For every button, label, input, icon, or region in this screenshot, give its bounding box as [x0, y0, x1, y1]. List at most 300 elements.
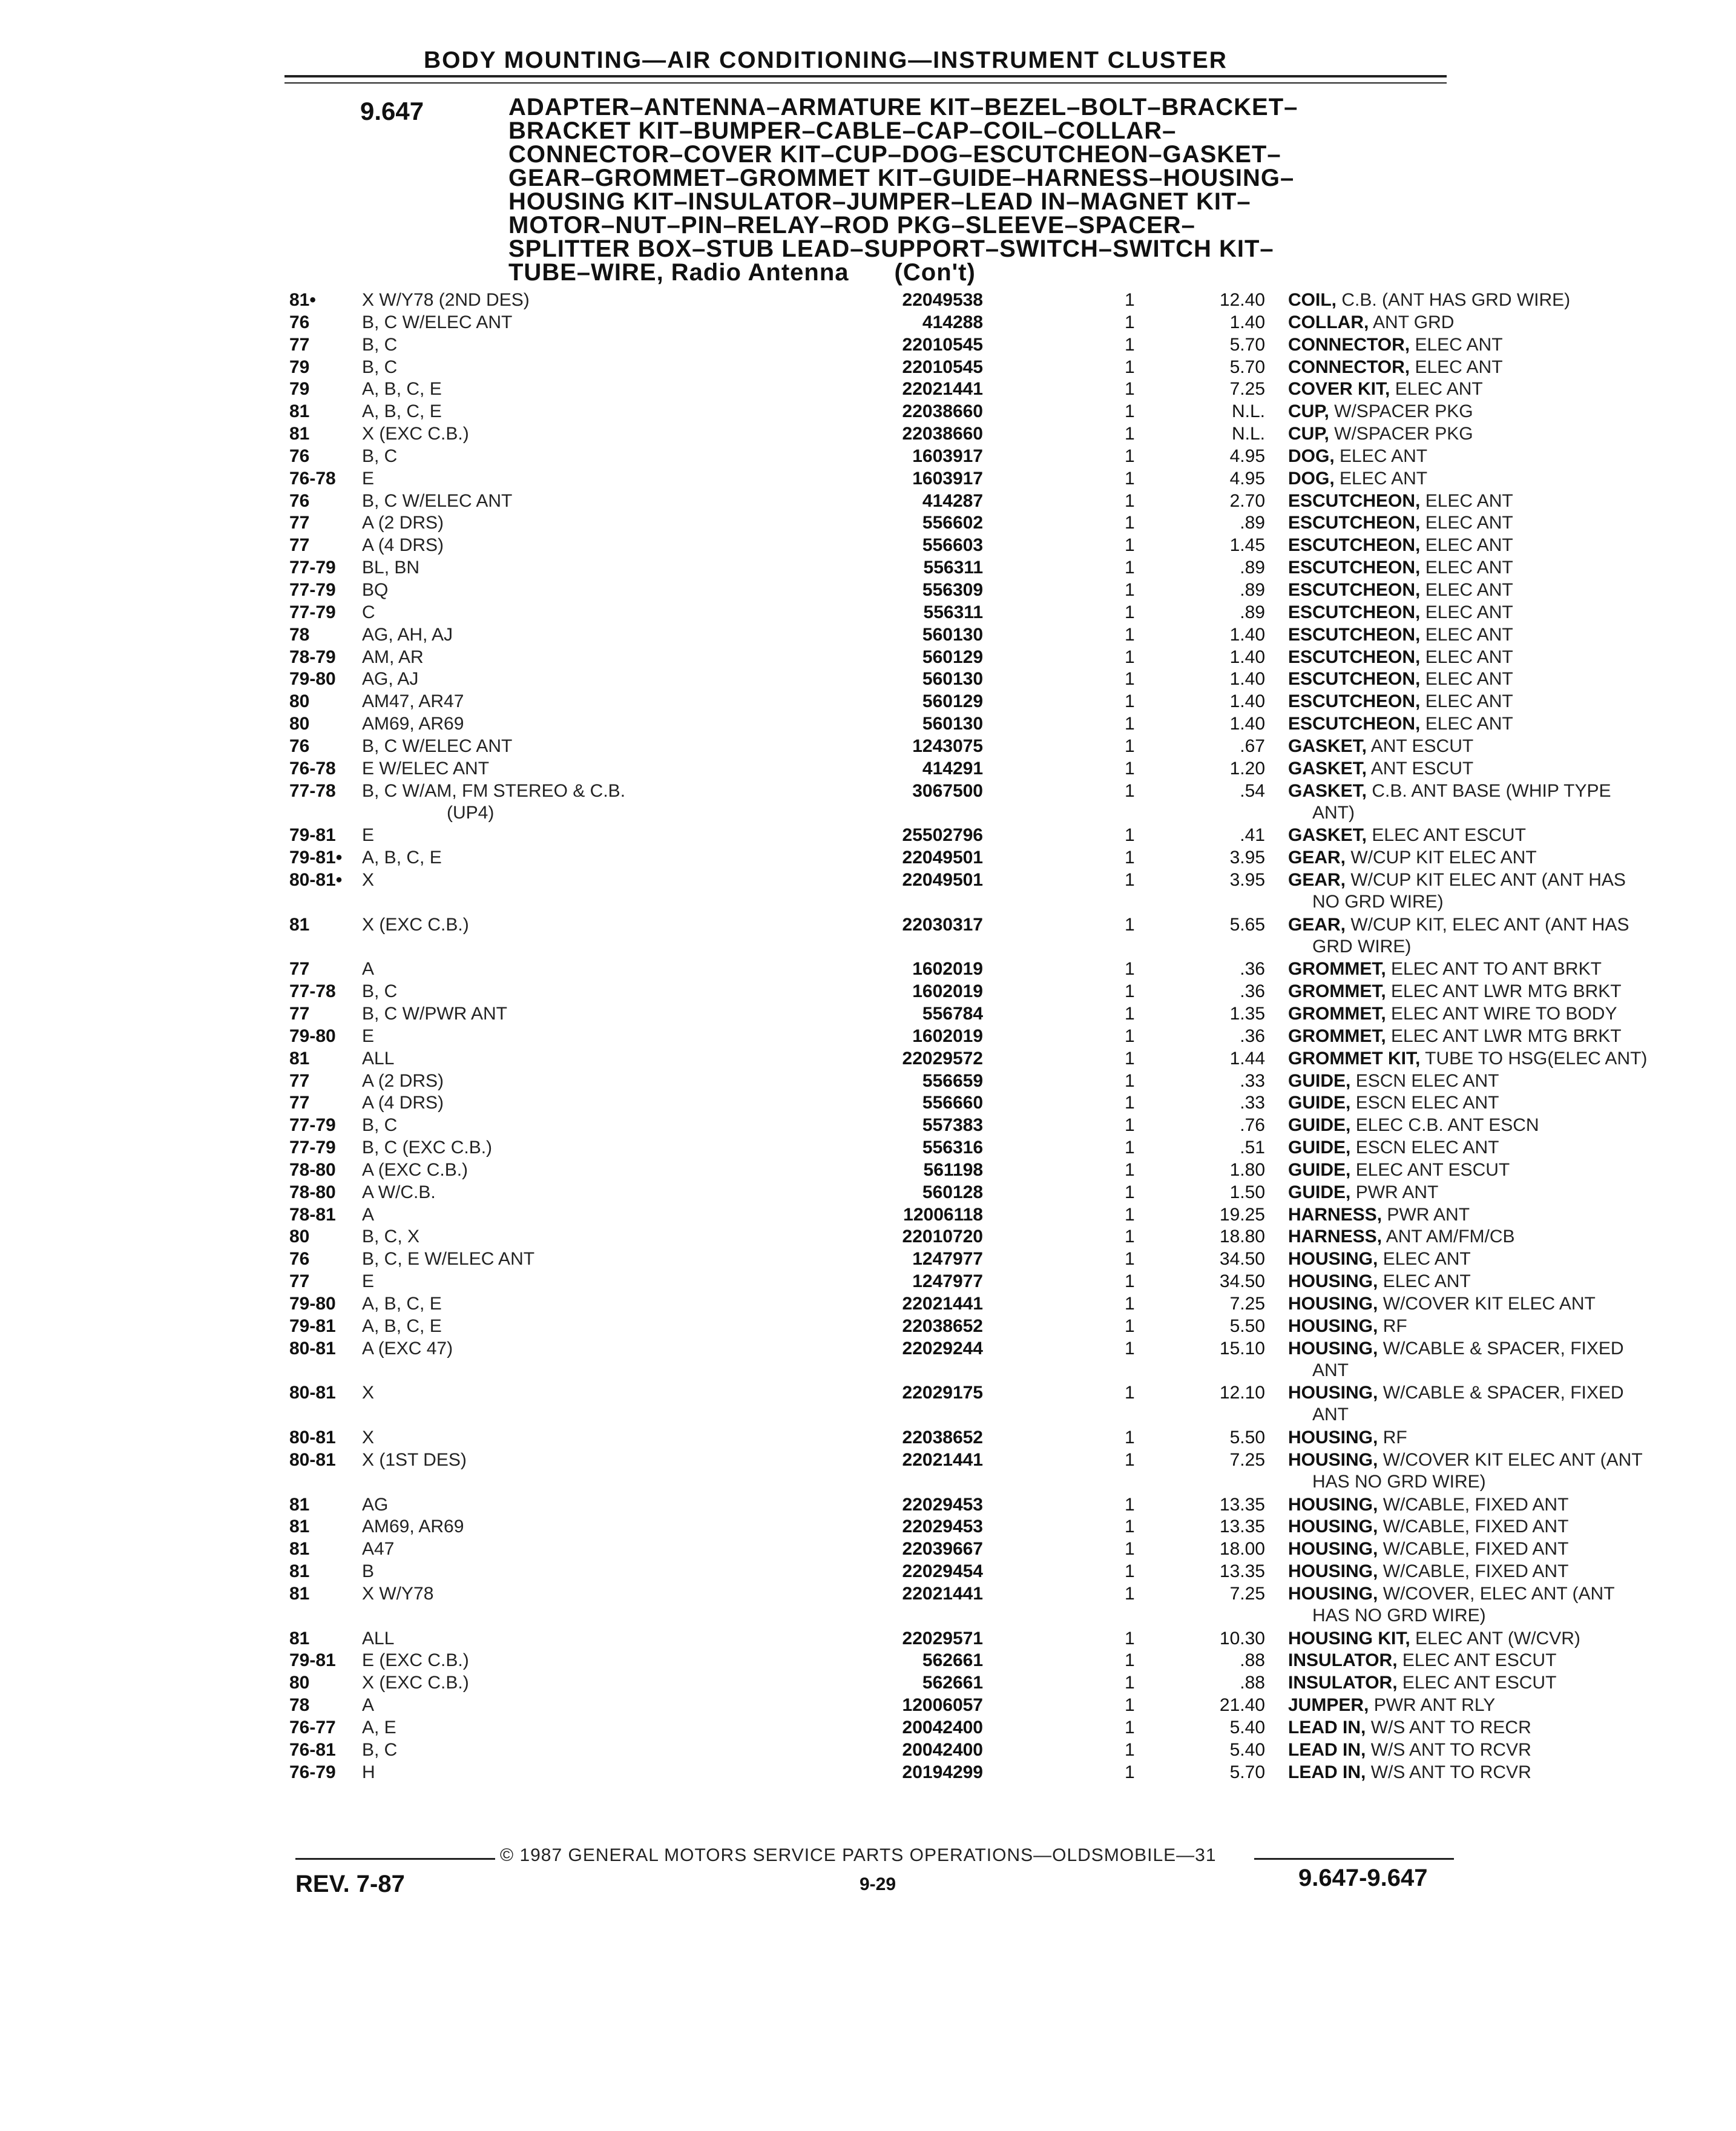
row-year: 78-79 [289, 647, 336, 667]
row-description [1288, 378, 1736, 400]
desc-name: GROMMET, [1288, 981, 1386, 1002]
parts-list [289, 289, 1648, 1784]
table-row [289, 1338, 1624, 1383]
row-description [1288, 1182, 1736, 1204]
table-row [289, 1382, 1624, 1427]
row-year: 77 [289, 959, 310, 980]
desc-detail: PWR ANT RLY [1373, 1695, 1496, 1716]
row-part-number: 1602019 [810, 958, 983, 980]
row-price: .33 [1240, 1070, 1265, 1091]
desc-name: JUMPER, [1288, 1695, 1369, 1716]
desc-line [1288, 981, 1736, 1003]
row-description [1288, 334, 1736, 356]
desc-line [1288, 647, 1736, 668]
desc-detail: W/CABLE, FIXED ANT [1383, 1561, 1569, 1582]
row-description [1288, 1026, 1736, 1047]
row-description [1288, 1583, 1736, 1627]
desc-line [1288, 1695, 1736, 1716]
desc-line [1288, 668, 1736, 690]
desc-name: ESCUTCHEON, [1288, 669, 1421, 690]
desc-line [1288, 1115, 1736, 1136]
row-price: 10.30 [1219, 1628, 1265, 1648]
desc-name: ESCUTCHEON, [1288, 714, 1421, 734]
header-title: BODY MOUNTING—AIR CONDITIONING—INSTRUMENT CLUSTER [424, 47, 1228, 73]
row-part-number: 12006118 [810, 1204, 983, 1226]
desc-line-cont [1288, 1360, 1736, 1382]
desc-line [1288, 334, 1736, 356]
row-quantity: 1 [1125, 446, 1135, 466]
row-year: 80 [289, 691, 310, 712]
row-quantity: 1 [1125, 914, 1135, 935]
desc-detail: ELEC ANT [1383, 1249, 1471, 1270]
row-part-number: 22038652 [810, 1427, 983, 1449]
table-row [289, 736, 1474, 758]
desc-name: GUIDE, [1288, 1138, 1351, 1158]
desc-name: HOUSING, [1288, 1539, 1378, 1560]
row-description [1288, 1427, 1736, 1449]
row-year: 80-81 [289, 1449, 336, 1470]
desc-name: GUIDE, [1288, 1182, 1351, 1202]
row-part-number: 560129 [810, 647, 983, 668]
row-description [1288, 1516, 1736, 1538]
row-quantity: 1 [1125, 290, 1135, 310]
desc-name: COIL, [1288, 290, 1337, 310]
desc-name: CUP, [1288, 401, 1329, 422]
row-quantity: 1 [1125, 1026, 1135, 1046]
table-row [289, 512, 1513, 535]
desc-line [1288, 1182, 1736, 1204]
desc-name: GEAR, [1288, 914, 1346, 935]
row-part-number: 3067500 [810, 780, 983, 802]
desc-line [1288, 1070, 1736, 1092]
row-year: 79-80 [289, 1293, 336, 1314]
desc-detail: ELEC ANT ESCUT [1355, 1159, 1510, 1180]
row-price: .89 [1240, 558, 1265, 578]
row-quantity: 1 [1125, 1539, 1135, 1560]
table-row [289, 1650, 1557, 1672]
table-row [289, 1695, 1496, 1717]
row-quantity: 1 [1125, 669, 1135, 690]
row-year: 81 [289, 1494, 310, 1515]
desc-line-cont [1288, 802, 1736, 824]
table-row [289, 668, 1513, 691]
continued-label: (Con't) [894, 259, 976, 286]
row-model-text: AG [362, 1495, 393, 1515]
row-price: 12.10 [1219, 1383, 1265, 1403]
heading-text: TUBE–WIRE, Radio Antenna [508, 259, 849, 286]
desc-detail: ELEC ANT [1425, 602, 1513, 622]
row-year: 79-81• [289, 848, 343, 868]
desc-line [1288, 1427, 1736, 1449]
desc-detail: C.B. (ANT HAS GRD WIRE) [1341, 290, 1571, 310]
row-description [1288, 602, 1736, 624]
desc-detail: W/COVER KIT ELEC ANT [1383, 1293, 1596, 1314]
row-part-number: 20042400 [810, 1717, 983, 1739]
desc-name: GASKET, [1288, 825, 1367, 846]
row-model-text: A, B, C, E [362, 848, 447, 868]
row-year: 77-79 [289, 579, 336, 600]
desc-line [1288, 958, 1736, 980]
table-row [289, 1717, 1531, 1739]
row-year: 78-80 [289, 1159, 336, 1180]
desc-detail: W/S ANT TO RCVR [1370, 1762, 1531, 1782]
table-row [289, 981, 1622, 1003]
desc-detail: ELEC ANT LWR MTG BRKT [1391, 981, 1622, 1002]
row-quantity: 1 [1125, 1383, 1135, 1403]
heading-line-last [508, 261, 1453, 285]
row-description [1288, 1137, 1736, 1159]
desc-detail: ESCN ELEC ANT [1355, 1138, 1499, 1158]
desc-line [1288, 914, 1736, 936]
desc-name: HARNESS, [1288, 1227, 1383, 1247]
row-part-number: 562661 [810, 1650, 983, 1672]
row-model-text: A, B, C, E [362, 1316, 447, 1336]
desc-detail: ELEC ANT [1383, 1271, 1471, 1292]
row-year: 76 [289, 490, 310, 511]
row-year: 77-79 [289, 1115, 336, 1136]
row-model-text: AM47, AR47 [362, 691, 469, 711]
table-row [289, 1226, 1515, 1248]
desc-name: HOUSING, [1288, 1449, 1378, 1470]
desc-line [1288, 1382, 1736, 1404]
row-part-number: 1602019 [810, 981, 983, 1003]
table-row [289, 1427, 1458, 1449]
desc-name: GROMMET KIT, [1288, 1048, 1421, 1069]
desc-name: HOUSING, [1288, 1249, 1378, 1270]
row-quantity: 1 [1125, 334, 1135, 355]
row-quantity: 1 [1125, 1428, 1135, 1448]
row-model-text: B, C W/AM, FM STEREO & C.B. [362, 781, 630, 801]
row-year: 81 [289, 424, 310, 444]
row-price: 3.95 [1229, 848, 1265, 868]
row-part-number: 556316 [810, 1137, 983, 1159]
table-row [289, 825, 1526, 847]
row-quantity: 1 [1125, 468, 1135, 489]
table-row [289, 1583, 1615, 1628]
row-part-number: 1603917 [810, 468, 983, 490]
table-row [289, 334, 1503, 357]
row-model-text: A (EXC 47) [362, 1339, 458, 1359]
row-part-number: 560130 [810, 713, 983, 735]
row-price: 5.70 [1229, 334, 1265, 355]
desc-detail: ELEC ANT LWR MTG BRKT [1391, 1026, 1622, 1046]
desc-name: HOUSING, [1288, 1583, 1378, 1604]
desc-detail: ANT AM/FM/CB [1386, 1227, 1515, 1247]
row-price: 18.00 [1219, 1539, 1265, 1560]
row-price: .36 [1240, 959, 1265, 980]
row-price: 2.70 [1229, 490, 1265, 511]
row-quantity: 1 [1125, 825, 1135, 846]
table-row [289, 1271, 1471, 1293]
heading-line: SPLITTER BOX–STUB LEAD–SUPPORT–SWITCH–SWITCH KIT– [508, 235, 1274, 262]
row-year: 78-80 [289, 1182, 336, 1202]
row-year: 77 [289, 1093, 310, 1113]
row-quantity: 1 [1125, 1070, 1135, 1091]
row-quantity: 1 [1125, 401, 1135, 422]
row-year: 79-80 [289, 1026, 336, 1046]
row-part-number: 556659 [810, 1070, 983, 1092]
desc-line [1288, 1628, 1736, 1650]
revision-label: REV. 7-87 [295, 1871, 405, 1897]
row-part-number: 22021441 [810, 1583, 983, 1605]
desc-line [1288, 1338, 1736, 1360]
desc-detail: ELEC ANT [1395, 379, 1483, 400]
row-price: 1.40 [1229, 714, 1265, 734]
row-year: 77-78 [289, 780, 336, 801]
row-part-number: 414287 [810, 490, 983, 512]
desc-detail: ELEC ANT [1425, 669, 1513, 690]
row-model-text: B, C, E W/ELEC ANT [362, 1249, 539, 1269]
desc-name: HARNESS, [1288, 1204, 1383, 1225]
table-row [289, 468, 1458, 490]
desc-detail: W/S ANT TO RCVR [1370, 1739, 1531, 1760]
table-row [289, 1316, 1458, 1338]
row-quantity: 1 [1125, 780, 1135, 801]
desc-name: HOUSING KIT, [1288, 1628, 1410, 1648]
desc-line [1288, 446, 1736, 467]
row-quantity: 1 [1125, 959, 1135, 980]
row-year: 80-81 [289, 1428, 336, 1448]
row-part-number: 556603 [810, 535, 983, 556]
row-model-text: A (4 DRS) [362, 1093, 449, 1113]
row-description [1288, 557, 1736, 579]
desc-line [1288, 1739, 1736, 1761]
row-description [1288, 713, 1736, 735]
desc-name: GUIDE, [1288, 1070, 1351, 1091]
row-quantity: 1 [1125, 1004, 1135, 1024]
table-row [289, 1672, 1557, 1695]
row-part-number: 556660 [810, 1092, 983, 1114]
row-model-text: AG, AJ [362, 669, 423, 689]
row-part-number: 22038652 [810, 1316, 983, 1337]
desc-name: GEAR, [1288, 848, 1346, 868]
row-part-number: 1247977 [810, 1271, 983, 1293]
desc-name: HOUSING, [1288, 1316, 1378, 1336]
row-price: 5.40 [1229, 1718, 1265, 1737]
row-part-number: 22010545 [810, 357, 983, 378]
table-row [289, 1516, 1569, 1538]
table-row [289, 1628, 1580, 1650]
table-row [289, 423, 1473, 446]
row-price: .89 [1240, 602, 1265, 622]
row-model-text: A, B, C, E [362, 379, 447, 399]
desc-detail: W/COVER, ELEC ANT (ANT [1383, 1583, 1615, 1604]
desc-line [1288, 557, 1736, 579]
desc-line [1288, 490, 1736, 512]
desc-detail: ELEC ANT [1415, 334, 1503, 355]
row-description [1288, 1382, 1736, 1426]
row-description [1288, 1650, 1736, 1672]
row-quantity: 1 [1125, 1494, 1135, 1515]
desc-name: GROMMET, [1288, 1026, 1386, 1046]
row-description [1288, 1717, 1736, 1739]
row-model-text: E [362, 1271, 379, 1291]
desc-line [1288, 1137, 1736, 1159]
desc-detail: W/CUP KIT ELEC ANT (ANT HAS [1350, 869, 1626, 890]
desc-line [1288, 512, 1736, 534]
desc-detail: ELEC ANT [1425, 513, 1513, 533]
desc-detail: ESCN ELEC ANT [1355, 1093, 1499, 1113]
row-part-number: 22029572 [810, 1048, 983, 1070]
row-model-text: B [362, 1561, 379, 1581]
row-year: 81 [289, 1517, 310, 1537]
row-model-text: A W/C.B. [362, 1182, 441, 1202]
row-part-number: 560130 [810, 668, 983, 690]
row-model-text: E [362, 1026, 379, 1046]
row-description [1288, 914, 1736, 958]
row-model-text: A [362, 1695, 379, 1715]
heading-line: GEAR–GROMMET–GROMMET KIT–GUIDE–HARNESS–HOUSING– [508, 165, 1295, 191]
row-year: 79-81 [289, 825, 336, 846]
row-part-number: 1243075 [810, 736, 983, 757]
desc-detail: W/S ANT TO RECR [1370, 1718, 1531, 1737]
row-model-text: BQ [362, 580, 393, 600]
row-price: .89 [1240, 513, 1265, 533]
row-description [1288, 1204, 1736, 1226]
desc-detail: ELEC ANT [1425, 535, 1513, 556]
row-description [1288, 1338, 1736, 1382]
desc-detail-cont: ANT) [1312, 802, 1355, 823]
row-year: 80-81 [289, 1383, 336, 1403]
row-year: 77-78 [289, 981, 336, 1002]
table-row [289, 1003, 1617, 1026]
row-quantity: 1 [1125, 1115, 1135, 1136]
row-year: 76-77 [289, 1718, 336, 1737]
row-year: 77 [289, 1004, 310, 1024]
row-year: 81 [289, 914, 310, 935]
desc-detail: W/CUP KIT ELEC ANT [1350, 848, 1537, 868]
row-part-number: 556309 [810, 579, 983, 601]
footer-rule-left [295, 1858, 495, 1860]
desc-name: COLLAR, [1288, 312, 1369, 332]
row-description [1288, 579, 1736, 601]
table-row [289, 490, 1513, 513]
row-quantity: 1 [1125, 579, 1135, 600]
table-row [289, 691, 1513, 713]
row-description [1288, 468, 1736, 490]
row-price: 21.40 [1219, 1695, 1265, 1716]
row-description [1288, 1561, 1736, 1583]
row-quantity: 1 [1125, 1048, 1135, 1069]
desc-line [1288, 1003, 1736, 1025]
row-model-text: ALL [362, 1049, 399, 1069]
row-price: 7.25 [1229, 1583, 1265, 1604]
row-year: 77 [289, 334, 310, 355]
row-part-number: 22030317 [810, 914, 983, 936]
row-description [1288, 1538, 1736, 1560]
desc-line [1288, 579, 1736, 601]
row-model-text: AM69, AR69 [362, 1517, 469, 1536]
desc-line [1288, 1717, 1736, 1739]
row-description [1288, 357, 1736, 378]
row-price: N.L. [1231, 424, 1265, 444]
heading-line: HOUSING KIT–INSULATOR–JUMPER–LEAD IN–MAGNET KIT– [508, 188, 1251, 215]
row-year: 76 [289, 736, 310, 756]
row-price: .41 [1240, 825, 1265, 846]
row-quantity: 1 [1125, 1227, 1135, 1247]
desc-detail-cont: ANT [1312, 1360, 1349, 1380]
desc-detail: ELEC ANT ESCUT [1372, 825, 1526, 846]
desc-detail: W/CUP KIT, ELEC ANT (ANT HAS [1350, 914, 1629, 935]
row-part-number: 22010720 [810, 1226, 983, 1248]
table-row [289, 1538, 1569, 1561]
desc-line [1288, 847, 1736, 869]
row-price: 5.70 [1229, 1762, 1265, 1782]
row-part-number: 22010545 [810, 334, 983, 356]
table-row [289, 847, 1537, 869]
row-year: 78-81 [289, 1204, 336, 1225]
row-price: 1.40 [1229, 669, 1265, 690]
desc-line [1288, 1293, 1736, 1315]
row-quantity: 1 [1125, 1762, 1135, 1782]
row-model-text: A (4 DRS) [362, 535, 449, 555]
table-row [289, 1739, 1531, 1762]
table-row [289, 1026, 1622, 1048]
row-price: .36 [1240, 981, 1265, 1002]
row-price: .33 [1240, 1093, 1265, 1113]
row-model-text: B, C W/ELEC ANT [362, 736, 517, 756]
row-quantity: 1 [1125, 1673, 1135, 1693]
table-row [289, 1137, 1499, 1159]
row-price: 15.10 [1219, 1338, 1265, 1359]
row-part-number: 22049501 [810, 847, 983, 869]
row-model-text: B, C W/PWR ANT [362, 1004, 512, 1024]
desc-name: GASKET, [1288, 758, 1367, 779]
desc-detail: ELEC ANT [1425, 714, 1513, 734]
desc-detail: ESCN ELEC ANT [1355, 1070, 1499, 1091]
heading-line: ADAPTER–ANTENNA–ARMATURE KIT–BEZEL–BOLT–BRACKET– [508, 94, 1298, 120]
desc-line-cont [1288, 1404, 1736, 1426]
desc-name: HOUSING, [1288, 1383, 1378, 1403]
row-model-text: B, C W/ELEC ANT [362, 312, 517, 332]
desc-line [1288, 825, 1736, 846]
desc-detail: ELEC ANT [1425, 558, 1513, 578]
row-year: 81 [289, 1561, 310, 1582]
row-year: 77-79 [289, 602, 336, 622]
row-part-number: 556784 [810, 1003, 983, 1025]
desc-detail-cont: GRD WIRE) [1312, 936, 1412, 957]
row-quantity: 1 [1125, 1650, 1135, 1671]
row-quantity: 1 [1125, 1249, 1135, 1270]
desc-name: HOUSING, [1288, 1338, 1378, 1359]
row-quantity: 1 [1125, 1517, 1135, 1537]
desc-detail: ELEC ANT [1425, 490, 1513, 511]
row-part-number: 22049501 [810, 869, 983, 891]
footer-rule-right [1254, 1858, 1454, 1860]
row-part-number: 414291 [810, 758, 983, 780]
row-year: 78 [289, 1695, 310, 1716]
desc-line [1288, 1204, 1736, 1226]
desc-name: ESCUTCHEON, [1288, 647, 1421, 667]
row-part-number: 22039667 [810, 1538, 983, 1560]
row-part-number: 12006057 [810, 1695, 983, 1716]
row-model-text: B, C (EXC C.B.) [362, 1138, 497, 1158]
row-description [1288, 736, 1736, 757]
row-model-text: E W/ELEC ANT [362, 759, 494, 779]
desc-line [1288, 312, 1736, 334]
desc-line [1288, 1316, 1736, 1337]
desc-line [1288, 713, 1736, 735]
desc-name: HOUSING, [1288, 1428, 1378, 1448]
desc-detail: ELEC ANT (W/CVR) [1415, 1628, 1580, 1648]
row-quantity: 1 [1125, 1338, 1135, 1359]
desc-name: INSULATOR, [1288, 1650, 1398, 1671]
desc-detail-cont: HAS NO GRD WIRE) [1312, 1471, 1486, 1492]
desc-name: GASKET, [1288, 780, 1367, 801]
desc-line [1288, 691, 1736, 713]
table-row [289, 579, 1513, 602]
row-year: 81 [289, 1048, 310, 1069]
